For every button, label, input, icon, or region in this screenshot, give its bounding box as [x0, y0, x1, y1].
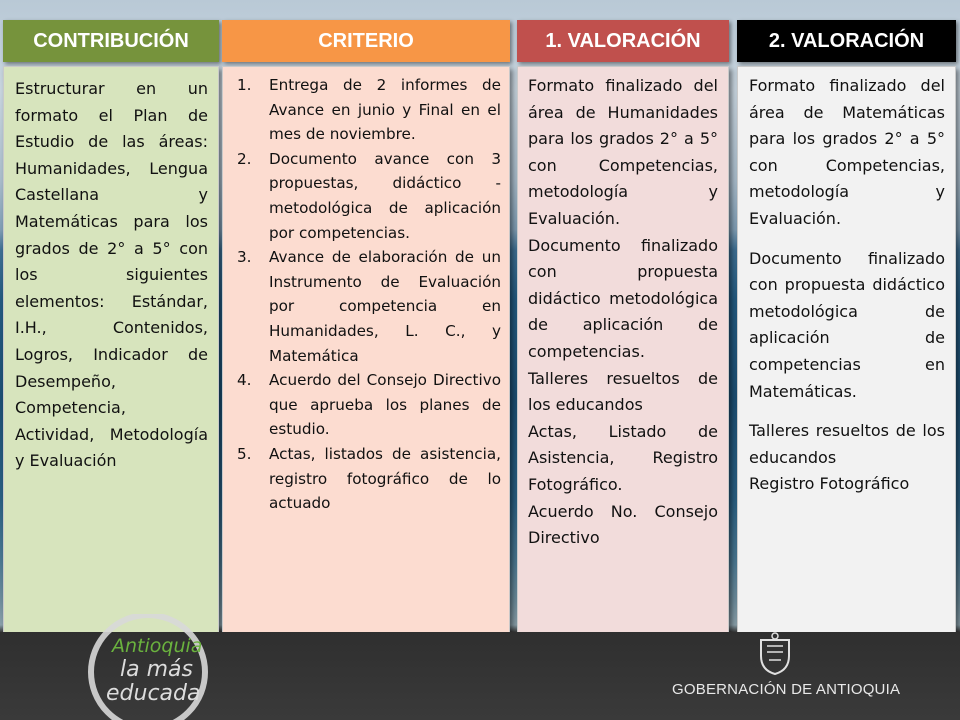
logo-word-2: la más	[120, 657, 193, 682]
valoracion-1-box	[517, 66, 729, 640]
valoracion-2-paragraph: Formato finalizado del área de Matemáticas para los grados 2° a 5° con Competencias, metodología y Evaluación.	[749, 76, 945, 228]
valoracion-2-paragraph: Talleres resueltos de los educandos	[749, 421, 945, 467]
criterio-header: CRITERIO	[222, 20, 510, 62]
column-valoracion-1	[517, 20, 729, 548]
contribucion-text: Estructurar en un formato el Plan de Estudio de las áreas: Humanidades, Lengua Castellana y Matemáticas para los grados de 2° a 5° con los siguientes elementos: Estándar, I.H., Contenidos, Logros, Indicador de Desempeño, Competencia, Actividad, Metodología y Evaluación	[15, 79, 208, 471]
criterio-box	[222, 66, 510, 640]
contribucion-box	[3, 66, 219, 640]
valoracion-2-paragraph: Registro Fotográfico	[749, 474, 910, 494]
valoracion-2-header: 2. VALORACIÓN	[737, 20, 956, 62]
valoracion-1-paragraph: Talleres resueltos de los educandos	[528, 368, 718, 415]
criterio-item: 3. Avance de elaboración de un Instrumento de Evaluación por competencia en Humanidades, L. C., y Matemática	[237, 248, 501, 365]
contribucion-header: CONTRIBUCIÓN	[3, 20, 219, 62]
valoracion-1-header: 1. VALORACIÓN	[517, 20, 729, 62]
criterio-item: 1. Entrega de 2 informes de Avance en junio y Final en el mes de noviembre.	[237, 76, 501, 144]
valoracion-1-paragraph: Actas, Listado de Asistencia, Registro Fotográfico.	[528, 421, 718, 494]
criterio-item: 5. Actas, listados de asistencia, registro fotográfico de lo actuado	[237, 444, 501, 513]
valoracion-1-paragraph: Acuerdo No. Consejo Directivo	[528, 501, 718, 548]
valoracion-2-box	[737, 66, 956, 640]
gobernacion-label: GOBERNACIÓN DE ANTIOQUIA	[672, 681, 901, 698]
column-criterio	[222, 20, 510, 513]
logo-word-3: educada	[106, 681, 201, 706]
coat-of-arms-icon	[755, 632, 795, 676]
antioquia-la-mas-educada-logo	[86, 614, 226, 720]
column-valoracion-2	[737, 20, 956, 494]
column-contribucion	[3, 20, 219, 471]
logo-word-1: Antioquia	[112, 635, 203, 657]
criterio-item: 2. Documento avance con 3 propuestas, didáctico - metodológica de aplicación por competencias.	[237, 149, 501, 242]
criterio-list	[231, 73, 501, 516]
valoracion-1-paragraph: Documento finalizado con propuesta didáctico metodológica de aplicación de competencias.	[528, 235, 718, 361]
criterio-item: 4. Acuerdo del Consejo Directivo que aprueba los planes de estudio.	[237, 371, 501, 439]
valoracion-2-paragraph: Documento finalizado con propuesta didáctico metodológica de aplicación de competencias en Matemáticas.	[749, 248, 945, 401]
valoracion-1-paragraph: Formato finalizado del área de Humanidades para los grados 2° a 5° con Competencias, metodología y Evaluación.	[528, 76, 718, 228]
